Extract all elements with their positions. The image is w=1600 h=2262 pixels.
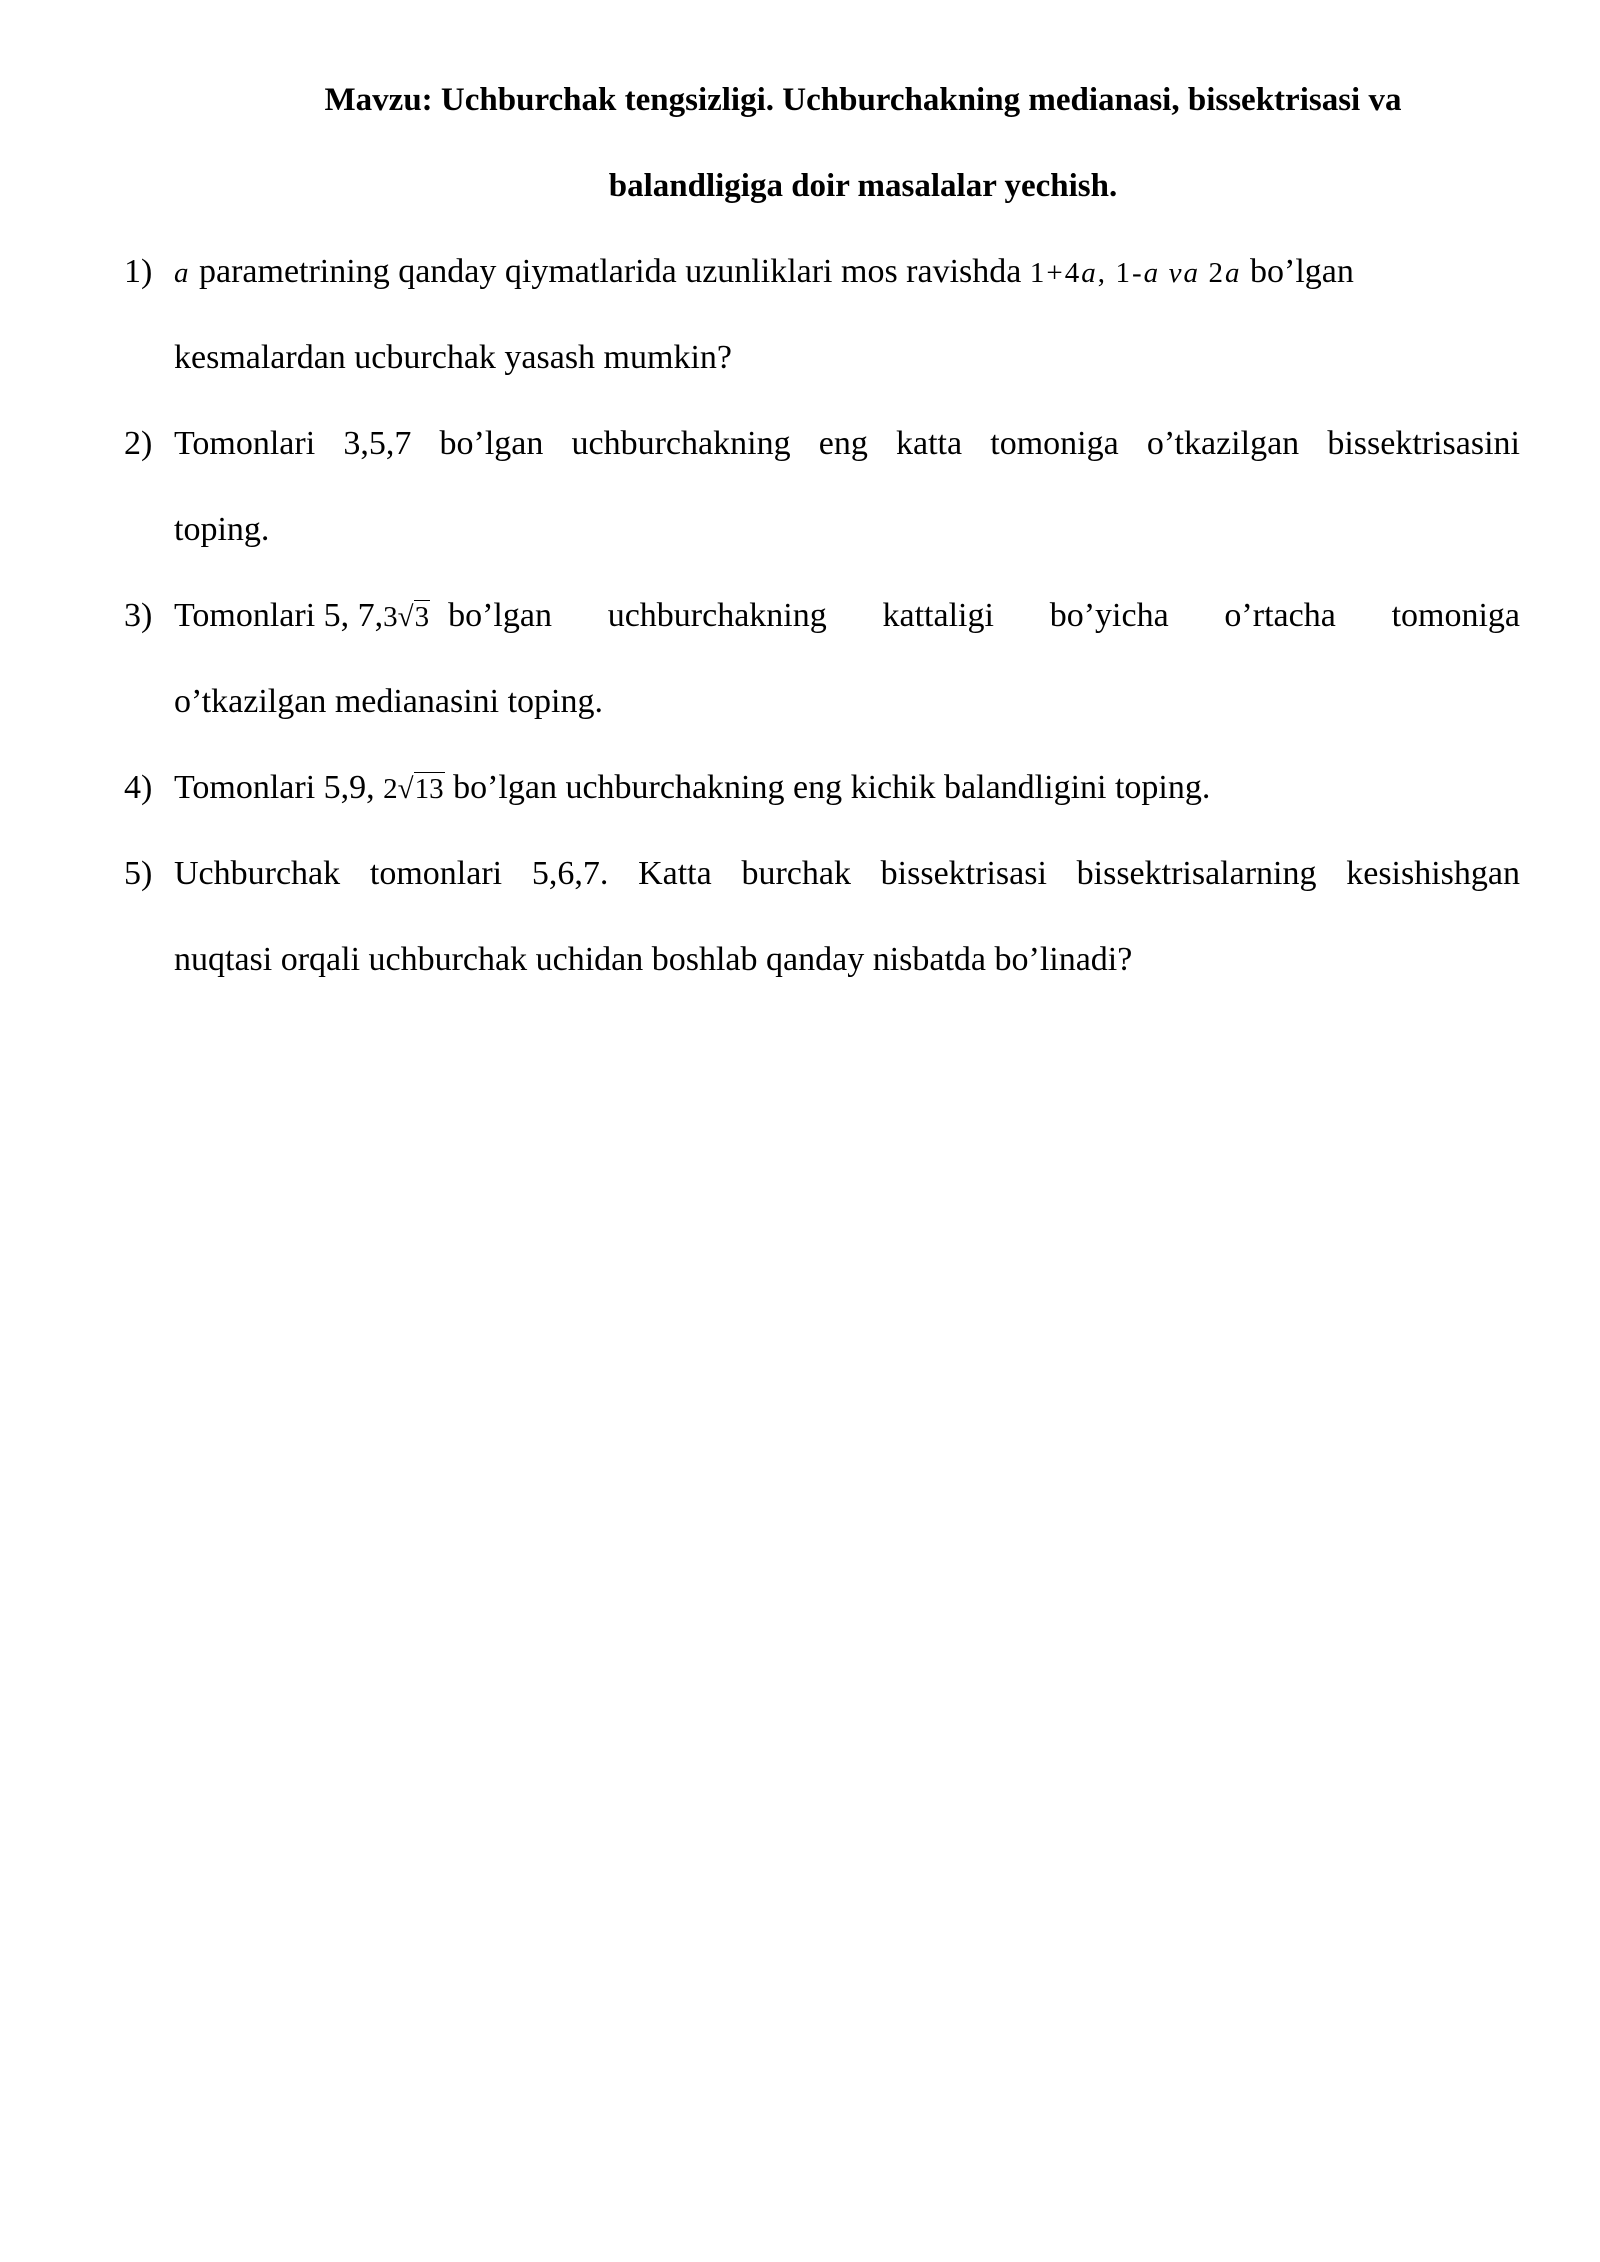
- problem-text: bo’lgan uchburchakning eng kichik balandligini toping.: [453, 769, 1211, 806]
- problem-2-line-1: Tomonlari 3,5,7 bo’lgan uchburchakning eng katta tomoniga o’tkazilgan bissektrisasini: [174, 425, 1520, 462]
- problem-number: 4): [124, 769, 153, 806]
- problem-1-line-1: [174, 252, 1520, 293]
- problem-3-line-1: [174, 596, 1520, 637]
- problem-3-line-2: o’tkazilgan medianasini toping.: [174, 683, 604, 720]
- problem-text: bo’lgan: [1250, 253, 1354, 290]
- problem-number: 3): [124, 597, 153, 634]
- problem-5-line-1: Uchburchak tomonlari 5,6,7. Katta burchak bissektrisasi bissektrisalarning kesishishgan: [174, 855, 1520, 892]
- problem-number: 5): [124, 855, 153, 892]
- expression-2: 1-a: [1115, 257, 1161, 289]
- problem-1-line-2: kesmalardan ucburchak yasash mumkin?: [174, 339, 732, 376]
- square-root-expression: 3√3: [383, 601, 430, 633]
- problem-number: 2): [124, 425, 153, 462]
- problem-text: parametrining qanday qiymatlarida uzunliklari mos ravishda: [199, 253, 1022, 290]
- document-title-line-1: Mavzu: Uchburchak tengsizligi. Uchburchakning medianasi, bissektrisasi va: [324, 82, 1402, 118]
- expression-1: 1+4a,: [1029, 257, 1107, 289]
- problem-2-line-2: toping.: [174, 511, 270, 548]
- problem-text: Tomonlari 5, 7,: [174, 597, 384, 634]
- square-root-expression: 2√13: [383, 773, 444, 805]
- document-title-line-2: balandligiga doir masalalar yechish.: [608, 168, 1118, 204]
- problem-text: Tomonlari 5,9,: [174, 769, 375, 806]
- problem-number: 1): [124, 253, 153, 290]
- problem-text: bo’lgan uchburchakning kattaligi bo’yicha o’rtacha tomoniga: [448, 597, 1520, 634]
- variable-a: a: [174, 257, 191, 289]
- conjunction: va: [1168, 257, 1201, 289]
- problem-5-line-2: nuqtasi orqali uchburchak uchidan boshlab qanday nisbatda bo’linadi?: [174, 941, 1133, 978]
- expression-3: 2a: [1208, 257, 1242, 289]
- problem-4-line-1: [174, 768, 1520, 809]
